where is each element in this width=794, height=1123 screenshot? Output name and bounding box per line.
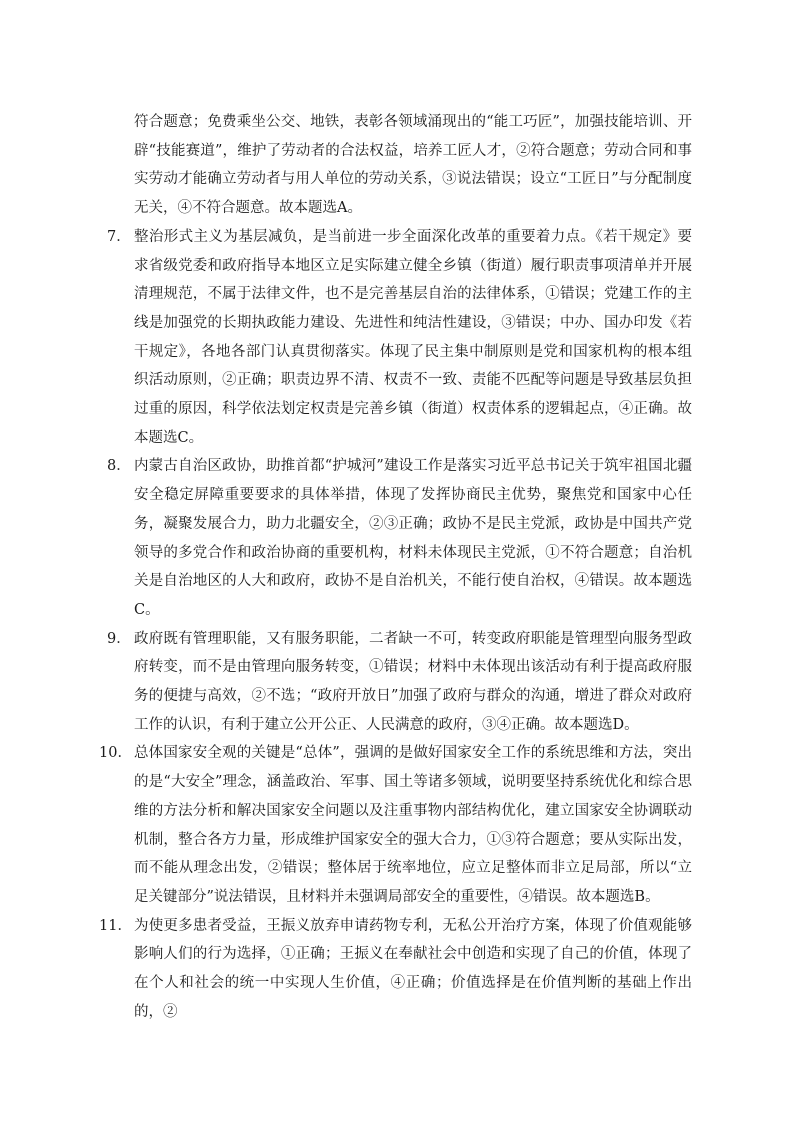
question-number: 7． [107,228,131,245]
question-number: 8． [107,458,131,475]
paragraph-text: 政府既有管理职能，又有服务职能，二者缺一不可，转变政府职能是管理型向服务型政府转变，而不是由管理向服务转变，①错误；材料中未体现出该活动有利于提高政府服务的便捷与高效，②不选；“政府开放日”加强了政府与群众的沟通，增进了群众对政府工作的认识，有利于建立公开公正、人民满意的政府，③④正确。故本题选D。 [134,630,692,733]
paragraph-7 [107,223,692,453]
question-number: 9． [107,630,131,647]
paragraph-text: 符合题意；免费乘坐公交、地铁，表彰各领域涌现出的“能工巧匠”，加强技能培训、开辟“技能赛道”，维护了劳动者的合法权益，培养工匠人才，②符合题意；劳动合同和事实劳动才能确立劳动者与用人单位的劳动关系，③说法错误；设立“工匠日”与分配制度无关，④不符合题意。故本题选A。 [134,114,692,217]
paragraph-9 [107,625,692,740]
paragraph-10 [99,739,692,911]
paragraph-continued [112,108,692,223]
answer-explanations [99,108,692,1027]
paragraph-text: 总体国家安全观的关键是“总体”，强调的是做好国家安全工作的系统思维和方法，突出的是“大安全”理念，涵盖政治、军事、国土等诸多领域，说明要坚持系统优化和综合思维的方法分析和解决国家安全问题以及注重事物内部结构优化，建立国家安全协调联动机制，整合各方力量，形成维护国家安全的强大合力，①③符合题意；要从实际出发，而不能从理念出发，②错误；整体居于统率地位，应立足整体而非立足局部，所以“立足关键部分”说法错误，且材料并未强调局部安全的重要性，④错误。故本题选B。 [134,745,692,905]
paragraph-8 [107,452,692,624]
paragraph-text: 内蒙古自治区政协，助推首都“护城河”建设工作是落实习近平总书记关于筑牢祖国北疆安全稳定屏障重要要求的具体举措，体现了发挥协商民主优势，聚焦党和国家中心任务，凝聚发展合力，助力北疆安全，②③正确；政协不是民主党派，政协是中国共产党领导的多党合作和政治协商的重要机构，材料未体现民主党派，①不符合题意；自治机关是自治地区的人大和政府，政协不是自治机关，不能行使自治权，④错误。故本题选C。 [134,458,692,618]
question-number: 10． [99,745,132,762]
question-number: 11． [99,917,132,934]
paragraph-11 [99,912,692,1027]
paragraph-text: 整治形式主义为基层减负，是当前进一步全面深化改革的重要着力点。《若干规定》要求省级党委和政府指导本地区立足实际建立健全乡镇（街道）履行职责事项清单并开展清理规范，不属于法律文件，也不是完善基层自治的法律体系，①错误；党建工作的主线是加强党的长期执政能力建设、先进性和纯洁性建设，③错误；中办、国办印发《若干规定》，各地各部门认真贯彻落实。体现了民主集中制原则是党和国家机构的根本组织活动原则，②正确；职责边界不清、权责不一致、责能不匹配等问题是导致基层负担过重的原因，科学依法划定权责是完善乡镇（街道）权责体系的逻辑起点，④正确。故本题选C。 [134,228,692,446]
paragraph-text: 为使更多患者受益，王振义放弃申请药物专利，无私公开治疗方案，体现了价值观能够影响人们的行为选择，①正确；王振义在奉献社会中创造和实现了自己的价值，体现了在个人和社会的统一中实现人生价值，④正确；价值选择是在价值判断的基础上作出的，② [134,917,692,1020]
